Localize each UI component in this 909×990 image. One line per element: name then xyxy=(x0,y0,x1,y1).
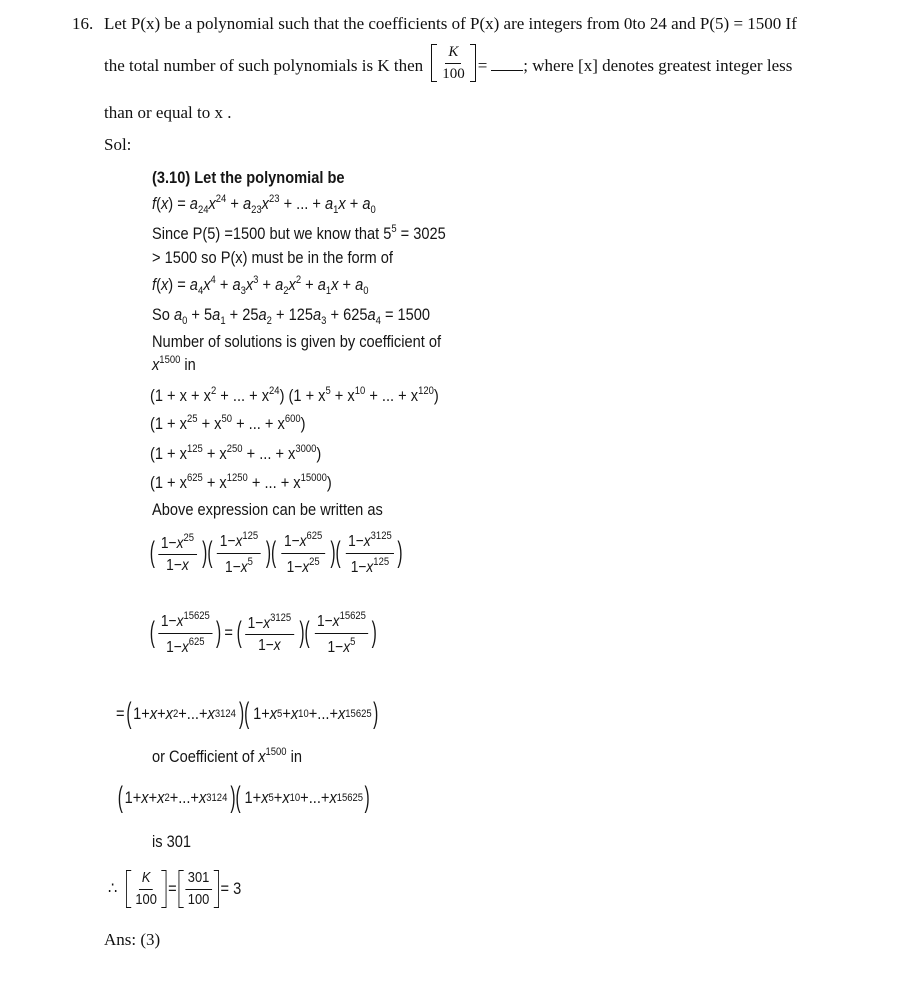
solution-intro: (3.10) Let the polynomial be xyxy=(152,168,345,187)
solution-is-301: is 301 xyxy=(152,832,192,851)
question-line-2-tail: ; where [x] denotes greatest integer less xyxy=(523,56,793,75)
solution-eq1: $f(x) = a_{24}x^{24} + a_{23}x^{23}$ + ... + $a_1x + a_0$ xyxy=(152,193,376,216)
sol-label: Sol: xyxy=(104,135,132,154)
solution-or-coefficient: or Coefficient of $x^{1500}$ in xyxy=(152,746,303,766)
solution-product-3: ($1 + x^{125} + x^{250}$ + ... + $x^{3000}$) xyxy=(150,443,322,463)
question-line-1: Let P(x) be a polynomial such that the coefficients of P(x) are integers from 0to 24 and P(5) = 1500 If xyxy=(104,14,797,33)
solution-eq2: $f(x) = a_4x^4 + a_3x^3 + a_2x^2 + a_1x + a_0$ xyxy=(152,274,369,297)
fraction-denominator: 100 xyxy=(442,65,465,82)
solution-x1500in: $x^{1500}$ in xyxy=(152,354,196,374)
question-line-2-text: the total number of such polynomials is K then xyxy=(104,56,424,75)
solution-expression-2: ( 1+ x + x 2 +...+ x 3124 )( 1+ x 5 + x 10 +...+ x 15625 ) xyxy=(117,781,370,814)
question-number: 16. xyxy=(72,14,94,33)
solution-above: Above expression can be written as xyxy=(152,500,383,519)
answer: Ans: (3) xyxy=(104,930,161,949)
solution-must: > 1500 so P(x) must be in the form of xyxy=(152,248,393,267)
solution-product-2: ($1 + x^{25} + x^{50}$ + ... + $x^{600}$) xyxy=(150,413,306,433)
fraction-product-row-2: ( $\frac{1-x^{15625}}{1-x^{625}}$ ) = ( $\frac{1-x^{3125}}{1-x}$ )( $\frac{1-x^{15625}}{1-x^5}$ ) xyxy=(149,610,378,656)
solution-numsol: Number of solutions is given by coefficient of xyxy=(152,332,442,351)
floor-bracket xyxy=(431,44,476,82)
fraction-product-row-1: ( $\frac{1-x^{25}}{1-x}$ )( $\frac{1-x^{125}}{1-x^5}$ )( $\frac{1-x^{625}}{1-x^{25}}$ )( $\frac{1-x^{3125}}{1-x^{125}}$ ) xyxy=(149,530,403,576)
fraction-numerator: K xyxy=(445,44,461,64)
question-line-3: than or equal to x . xyxy=(104,103,232,122)
k-over-100-fraction xyxy=(439,44,468,82)
solution-product-4: ($1 + x^{625} + x^{1250}$ + ... + $x^{15000}$) xyxy=(150,472,332,492)
solution-final: ∴ $\frac{K}{100}$ = $\frac{301}{100}$ = 3 xyxy=(108,869,242,908)
solution-since: Since P(5) =1500 but we know that $5^5 = 3025$ xyxy=(152,223,446,243)
solution-product-1: ($1 + x + x^2$ + ... + $x^{24}$) ($1 + x^5 + x^{10}$ + ... + $x^{120}$) xyxy=(150,385,439,405)
answer-blank xyxy=(491,70,523,71)
solution-so: So $a_0 + 5a_1 + 25a_2 + 125a_3 + 625a_4 = 1500$ xyxy=(152,305,431,327)
question-line-2: the total number of such polynomials is K then $\frac{K}{100}$ = ; where [x] denotes greatest integer less xyxy=(104,44,793,82)
solution-big-expression: = ( 1+ x + x 2 +...+ x 3124 )( 1+ x 5 + x 10 +...+ x 15625 ) xyxy=(116,697,379,730)
